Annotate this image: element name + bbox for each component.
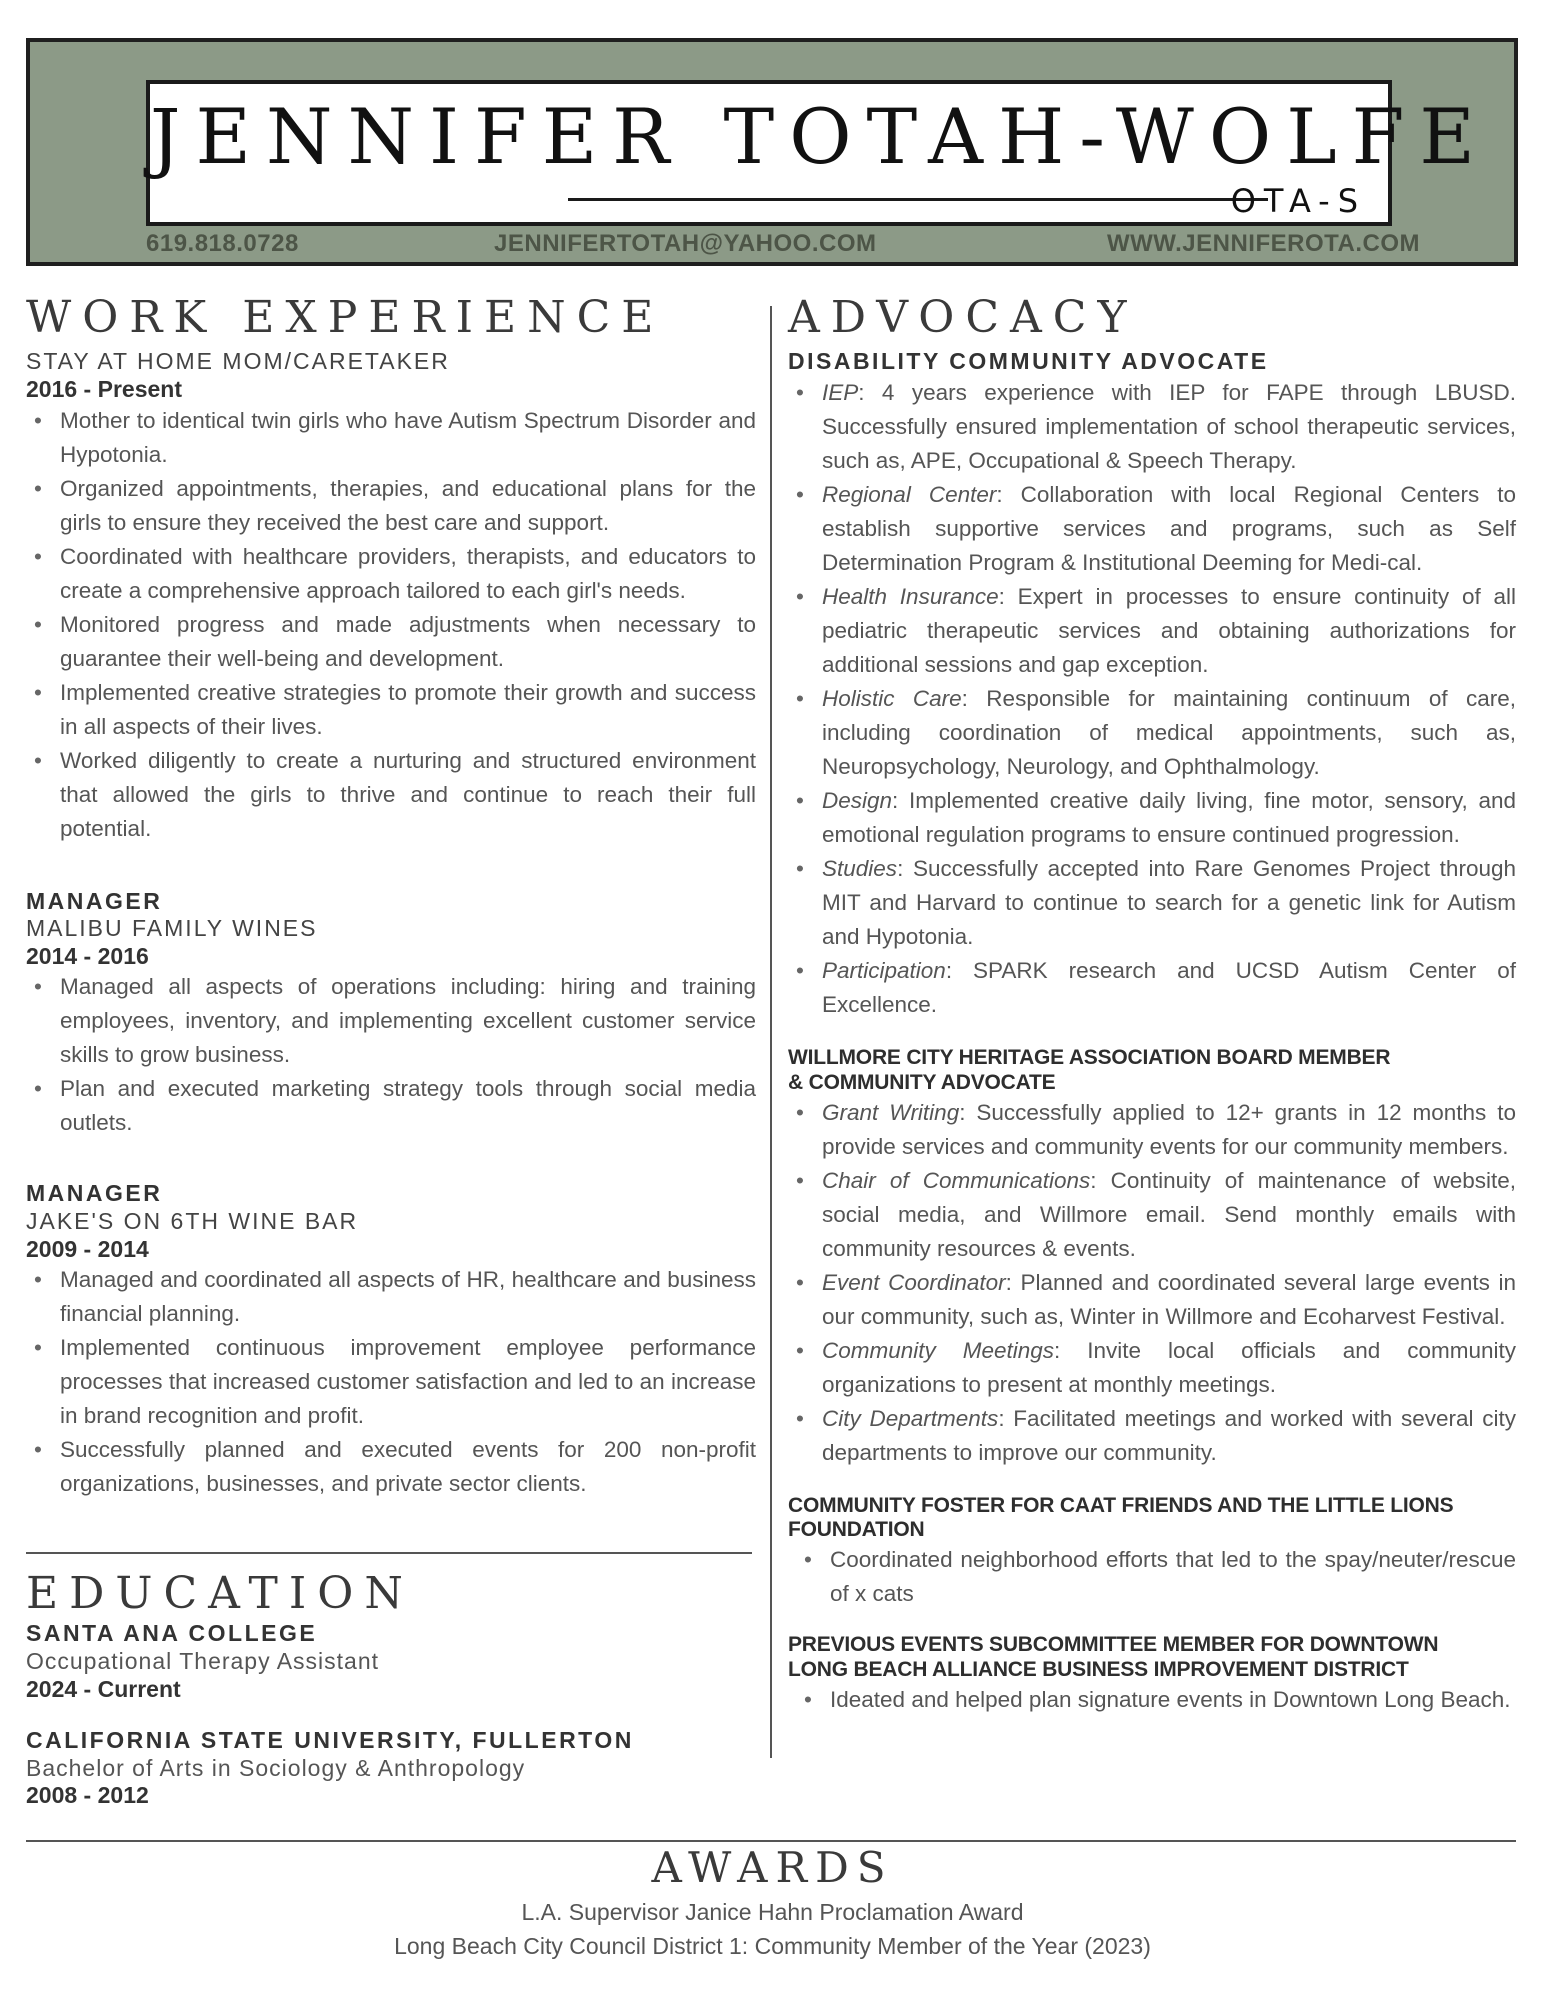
job-years: 2014 - 2016 (26, 942, 149, 969)
school-name: CALIFORNIA STATE UNIVERSITY, FULLERTON (26, 1727, 634, 1754)
contact-email[interactable]: JENNIFERTOTAH@YAHOO.COM (494, 230, 877, 257)
school-name: SANTA ANA COLLEGE (26, 1620, 318, 1647)
advocacy-bullets (788, 1096, 1516, 1470)
applicant-name: JENNIFER TOTAH-WOLFE (150, 92, 1490, 181)
job-employer: MALIBU FAMILY WINES (26, 915, 318, 942)
job-years: 2016 - Present (26, 375, 182, 402)
contact-phone[interactable]: 619.818.0728 (146, 230, 299, 257)
list-item: • Managed all aspects of operations including: hiring and training employees, inventory, and implementing excellent customer service skills to grow business. (26, 970, 756, 1072)
job-bullets (26, 970, 756, 1140)
job-bullets (26, 1263, 756, 1501)
work-experience-title: WORK EXPERIENCE (26, 292, 665, 343)
list-item: • IEP: 4 years experience with IEP for FAPE through LBUSD. Successfully ensured implementation of school therapeutic services, such as, APE, Occupational & Speech Therapy. (788, 376, 1516, 478)
list-item: • Implemented creative strategies to promote their growth and success in all aspects of their lives. (26, 676, 756, 744)
list-item: • Health Insurance: Expert in processes to ensure continuity of all pediatric therapeutic services and obtaining authorizations for additional sessions and gap exception. (788, 580, 1516, 682)
name-underline (568, 198, 1268, 201)
list-item: • Coordinated with healthcare providers, therapists, and educators to create a comprehensive approach tailored to each girl's needs. (26, 540, 756, 608)
right-column (788, 294, 1516, 1717)
advocacy-heading: & COMMUNITY ADVOCATE (788, 1070, 1056, 1094)
advocacy-title: ADVOCACY (788, 292, 1138, 343)
job-employer: JAKE'S ON 6TH WINE BAR (26, 1207, 359, 1234)
list-item: • Chair of Communications: Continuity of maintenance of website, social media, and Willmore email. Send monthly emails with community resources & events. (788, 1164, 1516, 1266)
list-item: • Ideated and helped plan signature events in Downtown Long Beach. (796, 1683, 1516, 1717)
list-item: • Event Coordinator: Planned and coordinated several large events in our community, such as, Winter in Willmore and Ecoharvest Festival. (788, 1266, 1516, 1334)
list-item: • Community Meetings: Invite local officials and community organizations to present at monthly meetings. (788, 1334, 1516, 1402)
list-item: • Implemented continuous improvement employee performance processes that increased customer satisfaction and led to an increase in brand recognition and profit. (26, 1331, 756, 1433)
degree: Bachelor of Arts in Sociology & Anthropology (26, 1754, 526, 1781)
school-entry (26, 1727, 756, 1810)
list-item: • Monitored progress and made adjustments when necessary to guarantee their well-being and development. (26, 608, 756, 676)
advocacy-heading: DISABILITY COMMUNITY ADVOCATE (788, 348, 1269, 375)
school-years: 2008 - 2012 (26, 1782, 149, 1809)
advocacy-heading: WILLMORE CITY HERITAGE ASSOCIATION BOARD MEMBER (788, 1045, 1391, 1069)
list-item: • Studies: Successfully accepted into Rare Genomes Project through MIT and Harvard to continue to search for a genetic link for Autism and Hypotonia. (788, 852, 1516, 954)
education-divider (26, 1552, 752, 1554)
list-item: • Regional Center: Collaboration with local Regional Centers to establish supportive services and programs, such as Self Determination Program & Institutional Deeming for Medi-cal. (788, 478, 1516, 580)
list-item: • Coordinated neighborhood efforts that led to the spay/neuter/rescue of x cats (796, 1543, 1516, 1611)
header-band (26, 38, 1518, 266)
list-item: • Successfully planned and executed events for 200 non-profit organizations, businesses, and private sector clients. (26, 1433, 756, 1501)
advocacy-group (788, 348, 1516, 1022)
job-role: MANAGER (26, 887, 163, 914)
advocacy-heading: PREVIOUS EVENTS SUBCOMMITTEE MEMBER FOR DOWNTOWN (788, 1633, 1439, 1657)
job-entry (26, 348, 756, 845)
education-title: EDUCATION (26, 1568, 414, 1619)
advocacy-group (788, 1046, 1516, 1470)
awards-title: AWARDS (651, 1843, 894, 1892)
education-section (26, 1570, 756, 1810)
advocacy-bullets (788, 1543, 1516, 1611)
advocacy-group (788, 1633, 1516, 1717)
job-entry (26, 888, 756, 1141)
advocacy-group (788, 1494, 1516, 1612)
advocacy-heading: COMMUNITY FOSTER FOR CAAT FRIENDS AND THE LITTLE LIONS (788, 1493, 1454, 1517)
credential: OTA-S (1230, 182, 1366, 220)
left-column (26, 294, 756, 1501)
list-item: • Managed and coordinated all aspects of HR, healthcare and business financial planning. (26, 1263, 756, 1331)
contact-website[interactable]: WWW.JENNIFEROTA.COM (1106, 230, 1420, 257)
list-item: • City Departments: Facilitated meetings and worked with several city departments to improve our community. (788, 1402, 1516, 1470)
school-entry (26, 1620, 756, 1703)
awards-section (0, 1845, 1545, 1963)
school-years: 2024 - Current (26, 1675, 181, 1702)
award-item: Long Beach City Council District 1: Community Member of the Year (2023) (394, 1933, 1151, 1960)
award-item: L.A. Supervisor Janice Hahn Proclamation Award (521, 1899, 1024, 1926)
list-item: • Participation: SPARK research and UCSD Autism Center of Excellence. (788, 954, 1516, 1022)
advocacy-heading: FOUNDATION (788, 1518, 925, 1542)
list-item: • Design: Implemented creative daily living, fine motor, sensory, and emotional regulation programs to ensure continued progression. (788, 784, 1516, 852)
list-item: • Mother to identical twin girls who have Autism Spectrum Disorder and Hypotonia. (26, 404, 756, 472)
advocacy-bullets (788, 1683, 1516, 1717)
list-item: • Holistic Care: Responsible for maintaining continuum of care, including coordination of medical appointments, such as, Neuropsychology, Neurology, and Ophthalmology. (788, 682, 1516, 784)
job-employer: STAY AT HOME MOM/CARETAKER (26, 348, 450, 375)
job-entry (26, 1180, 756, 1501)
name-box (146, 80, 1490, 226)
column-divider (770, 306, 772, 1758)
list-item: • Organized appointments, therapies, and educational plans for the girls to ensure they received the best care and support. (26, 472, 756, 540)
job-bullets (26, 404, 756, 846)
degree: Occupational Therapy Assistant (26, 1647, 380, 1674)
list-item: • Worked diligently to create a nurturing and structured environment that allowed the girls to thrive and continue to reach their full potential. (26, 744, 756, 846)
job-role: MANAGER (26, 1180, 163, 1207)
list-item: • Plan and executed marketing strategy tools through social media outlets. (26, 1072, 756, 1140)
advocacy-bullets (788, 376, 1516, 1022)
awards-divider (26, 1840, 1516, 1842)
job-years: 2009 - 2014 (26, 1235, 149, 1262)
advocacy-heading: LONG BEACH ALLIANCE BUSINESS IMPROVEMENT DISTRICT (788, 1657, 1409, 1681)
list-item: • Grant Writing: Successfully applied to 12+ grants in 12 months to provide services and community events for our community members. (788, 1096, 1516, 1164)
